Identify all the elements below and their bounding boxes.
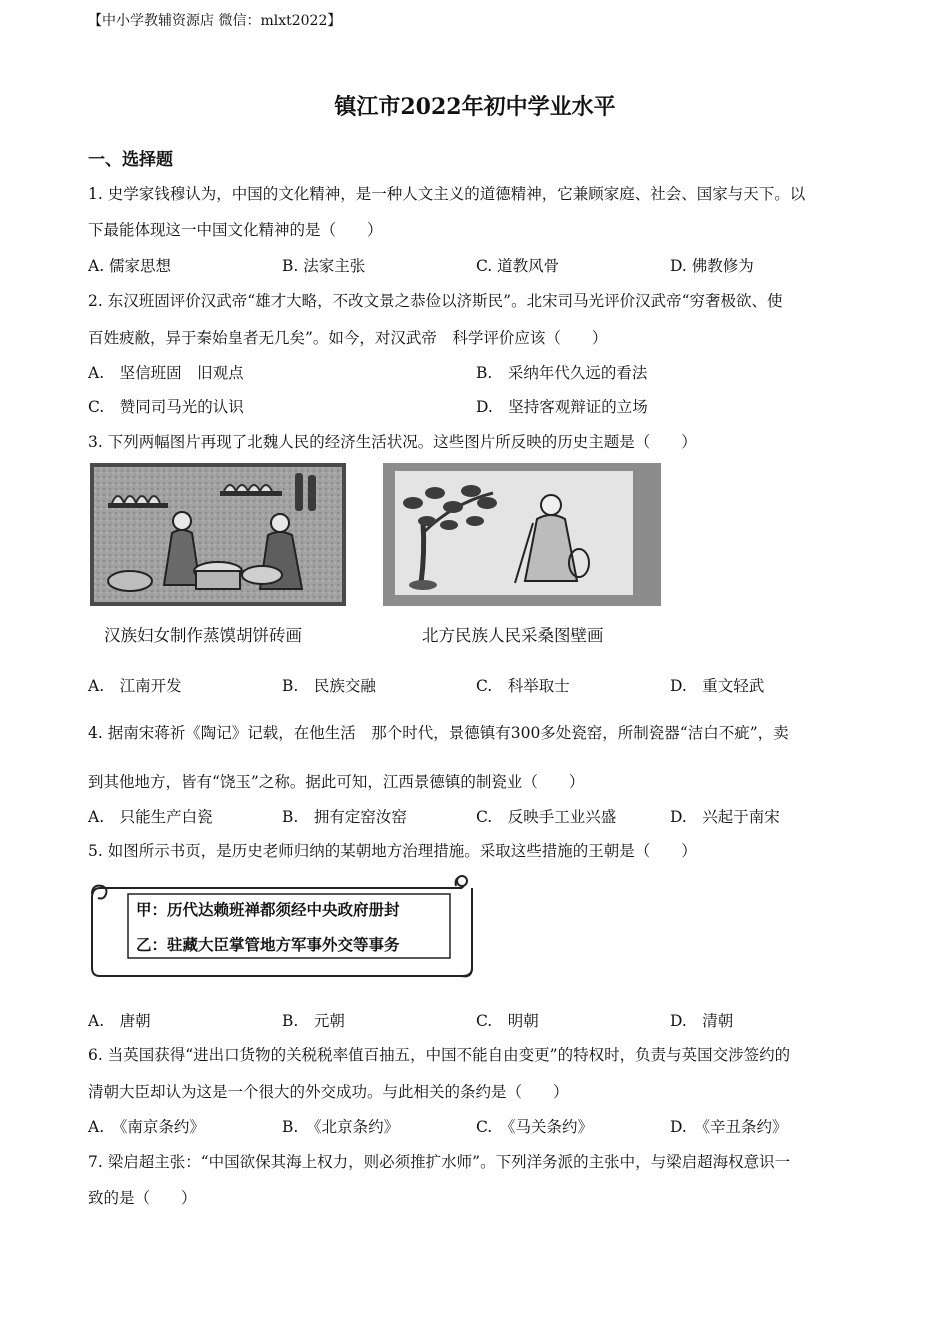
q4-text-line2: 到其他地方，皆有“饶玉”之称。据此可知，江西景德镇的制瓷业（ ） — [88, 773, 585, 791]
q4-option-d: D. 兴起于南宋 — [670, 808, 780, 826]
scroll-line-2: 乙：驻藏大臣掌管地方军事外交等事务 — [136, 936, 400, 954]
q7-text-line1: 7. 梁启超主张：“中国欲保其海上权力，则必须推扩水师”。下列洋务派的主张中，与梁启超海权意识一 — [88, 1153, 791, 1171]
q3-caption-left: 汉族妇女制作蒸馍胡饼砖画 — [104, 626, 302, 645]
page-header: 【中小学教辅资源店 微信：mlxt2022】 — [88, 13, 342, 29]
q3-option-b: B. 民族交融 — [282, 677, 376, 695]
mulberry-mural-image — [383, 463, 661, 606]
q5-text-line1: 5. 如图所示书页，是历史老师归纳的某朝地方治理措施。采取这些措施的王朝是（ ） — [88, 842, 697, 860]
q5-option-d: D. 清朝 — [670, 1012, 734, 1030]
q5-option-c: C. 明朝 — [476, 1012, 539, 1030]
q3-option-c: C. 科举取士 — [476, 677, 570, 695]
q2-option-b: B. 采纳年代久远的看法 — [476, 364, 648, 382]
q2-text-line1: 2. 东汉班固评价汉武帝“雄才大略，不改文景之恭俭以济斯民”。北宋司马光评价汉武帝“穷奢极欲、使 — [88, 292, 783, 310]
q1-option-a: A. 儒家思想 — [88, 257, 172, 275]
q2-text-line2: 百姓疲敝，异于秦始皇者无几矣”。如今，对汉武帝 科学评价应该（ ） — [88, 329, 608, 347]
section-heading: 一、选择题 — [88, 150, 173, 170]
q1-text-line1: 1. 史学家钱穆认为，中国的文化精神，是一种人文主义的道德精神，它兼顾家庭、社会、国家与天下。以 — [88, 185, 806, 203]
q6-option-b: B. 《北京条约》 — [282, 1118, 400, 1136]
q7-text-line2: 致的是（ ） — [88, 1189, 197, 1207]
q1-text-line2: 下最能体现这一中国文化精神的是（ ） — [88, 221, 383, 239]
q1-option-b: B. 法家主张 — [282, 257, 366, 275]
q6-text-line1: 6. 当英国获得“进出口货物的关税税率值百抽五，中国不能自由变更”的特权时，负责与英国交涉签约的 — [88, 1046, 791, 1064]
q1-option-d: D. 佛教修为 — [670, 257, 754, 275]
q6-option-c: C. 《马关条约》 — [476, 1118, 593, 1136]
q6-text-line2: 清朝大臣却认为这是一个很大的外交成功。与此相关的条约是（ ） — [88, 1083, 569, 1101]
brick-painting-image — [90, 463, 346, 606]
q4-option-a: A. 只能生产白瓷 — [88, 808, 213, 826]
page-title: 镇江市2022年初中学业水平 — [334, 94, 616, 120]
q2-option-a: A. 坚信班固 旧观点 — [88, 364, 244, 382]
q4-option-b: B. 拥有定窑汝窑 — [282, 808, 407, 826]
scroll-figure — [88, 872, 476, 980]
q2-option-c: C. 赞同司马光的认识 — [88, 398, 244, 416]
q4-text-line1: 4. 据南宋蒋祈《陶记》记载，在他生活 那个时代，景德镇有300多处瓷窑，所制瓷器“洁白不疵”，卖 — [88, 724, 789, 742]
scroll-line-1: 甲：历代达赖班禅都须经中央政府册封 — [136, 901, 400, 919]
q6-option-a: A. 《南京条约》 — [88, 1118, 205, 1136]
q1-option-c: C. 道教风骨 — [476, 257, 560, 275]
q4-option-c: C. 反映手工业兴盛 — [476, 808, 617, 826]
q6-option-d: D. 《辛丑条约》 — [670, 1118, 788, 1136]
q3-option-d: D. 重文轻武 — [670, 677, 765, 695]
q3-option-a: A. 江南开发 — [88, 677, 182, 695]
q2-option-d: D. 坚持客观辩证的立场 — [476, 398, 648, 416]
q5-option-b: B. 元朝 — [282, 1012, 345, 1030]
q5-option-a: A. 唐朝 — [88, 1012, 151, 1030]
q3-text-line1: 3. 下列两幅图片再现了北魏人民的经济生活状况。这些图片所反映的历史主题是（ ） — [88, 433, 697, 451]
q3-caption-right: 北方民族人民采桑图壁画 — [422, 626, 604, 645]
